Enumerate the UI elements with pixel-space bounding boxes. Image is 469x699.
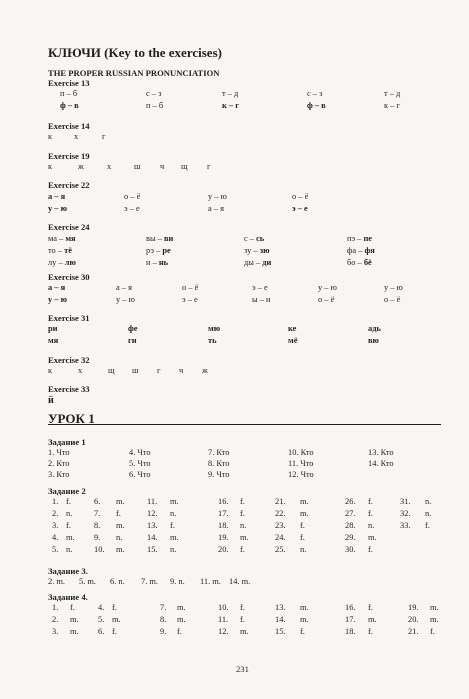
ex31-answer-item: мю xyxy=(208,324,221,333)
ex24-answer-item: рэ – ре xyxy=(146,246,171,255)
z4-answer-item: m. xyxy=(70,627,79,636)
z4-answer-item: 1. xyxy=(52,603,59,612)
z2-answer-item: m. xyxy=(116,497,125,506)
z2-answer-item: m. xyxy=(300,509,309,518)
z4-answer-item: 11. xyxy=(218,615,229,624)
z2-answer-item: 17. xyxy=(218,509,229,518)
ex19-answer-item: ш xyxy=(134,162,141,171)
z2-answer-item: 5. xyxy=(52,545,59,554)
z3-answer-item: 9. n. xyxy=(170,577,185,586)
ex30-answer-item: ы – и xyxy=(252,295,271,304)
z4-answer-item: f. xyxy=(112,627,117,636)
ex31-answer-item: ри xyxy=(48,324,58,333)
z3-answer-item: 2. m. xyxy=(48,577,65,586)
z4-answer-item: f. xyxy=(368,603,373,612)
z4-answer-item: f. xyxy=(368,627,373,636)
exercise-31-heading: Exercise 31 xyxy=(48,313,90,323)
exercise-24-heading: Exercise 24 xyxy=(48,222,90,232)
z4-answer-item: 15. xyxy=(275,627,286,636)
ex13-answer-item: ф – в xyxy=(60,101,79,110)
z4-answer-item: m. xyxy=(368,615,377,624)
z4-answer-item: f. xyxy=(70,603,75,612)
z2-answer-item: f. xyxy=(66,497,71,506)
ex31-answer-item: вю xyxy=(368,336,379,345)
z2-answer-item: 21. xyxy=(275,497,286,506)
ex13-answer-item: с – з xyxy=(146,89,162,98)
z4-answer-item: 18. xyxy=(345,627,356,636)
z2-answer-item: 10. xyxy=(94,545,105,554)
section-divider xyxy=(48,424,441,425)
ex24-answer-item: бо – бё xyxy=(347,258,372,267)
z4-answer-item: 8. xyxy=(160,615,167,624)
ex19-answer-item: к xyxy=(48,162,53,171)
z4-answer-item: m. xyxy=(300,615,309,624)
z4-answer-item: 2. xyxy=(52,615,59,624)
ex32-answer-item: х xyxy=(78,366,83,375)
ex32-answer-item: ш xyxy=(132,366,139,375)
z4-answer-item: 19. xyxy=(408,603,419,612)
ex13-answer-item: п – б xyxy=(146,101,164,110)
z2-answer-item: n. xyxy=(425,509,432,518)
z4-answer-item: f. xyxy=(300,627,305,636)
z2-answer-item: 11. xyxy=(147,497,158,506)
ex22-answer-item: а – я xyxy=(48,192,66,201)
z2-answer-item: f. xyxy=(300,533,305,542)
z1-answer-item: 2. Кто xyxy=(48,459,70,468)
ex22-answer-item: о – ё xyxy=(124,192,141,201)
z2-answer-item: 13. xyxy=(147,521,158,530)
exercise-32-heading: Exercise 32 xyxy=(48,355,90,365)
z4-answer-item: 7. xyxy=(160,603,167,612)
ex30-answer-item: а – я xyxy=(48,283,66,292)
z2-answer-item: 27. xyxy=(345,509,356,518)
z4-answer-item: 13. xyxy=(275,603,286,612)
z2-answer-item: n. xyxy=(240,521,247,530)
z2-answer-item: f. xyxy=(240,509,245,518)
task-3-heading: Задание 3. xyxy=(48,566,88,576)
ex24-answer-item: ды – ди xyxy=(244,258,272,267)
ex19-answer-item: ч xyxy=(160,162,165,171)
z1-answer-item: 11. Что xyxy=(288,459,314,468)
z3-answer-item: 5. m. xyxy=(79,577,96,586)
ex31-answer-item: ке xyxy=(288,324,297,333)
lesson-heading: УРОК 1 xyxy=(48,411,95,426)
z2-answer-item: f. xyxy=(368,545,373,554)
z2-answer-item: n. xyxy=(170,545,177,554)
ex32-answer-item: щ xyxy=(108,366,115,375)
ex31-answer-item: мя xyxy=(48,336,59,345)
z1-answer-item: 14. Кто xyxy=(368,459,394,468)
z2-answer-item: 1. xyxy=(52,497,59,506)
exercise-33-heading: Exercise 33 xyxy=(48,384,90,394)
z4-answer-item: f. xyxy=(240,615,245,624)
ex19-answer-item: г xyxy=(207,162,211,171)
ex24-answer-item: фа – фя xyxy=(347,246,375,255)
z4-answer-item: f. xyxy=(240,603,245,612)
z2-answer-item: 23. xyxy=(275,521,286,530)
ex31-answer-item: ги xyxy=(128,336,137,345)
z4-answer-item: 14. xyxy=(275,615,286,624)
exercise-13-heading: Exercise 13 xyxy=(48,78,90,88)
ex24-answer-item: н – нь xyxy=(146,258,169,267)
z4-answer-item: m. xyxy=(430,603,439,612)
ex32-answer-item: ж xyxy=(202,366,208,375)
ex22-answer-item: у – ю xyxy=(48,204,67,213)
ex19-answer-item: щ xyxy=(181,162,188,171)
z2-answer-item: n. xyxy=(170,509,177,518)
exercise-22-heading: Exercise 22 xyxy=(48,180,90,190)
z2-answer-item: 29. xyxy=(345,533,356,542)
z2-answer-item: f. xyxy=(368,509,373,518)
z2-answer-item: 9. xyxy=(94,533,101,542)
z2-answer-item: 14. xyxy=(147,533,158,542)
z2-answer-item: m. xyxy=(300,497,309,506)
ex22-answer-item: о – ё xyxy=(292,192,309,201)
ex22-answer-item: э – е xyxy=(292,204,308,213)
z2-answer-item: n. xyxy=(66,509,73,518)
task-1-heading: Задание 1 xyxy=(48,437,86,447)
z2-answer-item: 15. xyxy=(147,545,158,554)
z2-answer-item: 30. xyxy=(345,545,356,554)
z4-answer-item: 21. xyxy=(408,627,419,636)
z4-answer-item: m. xyxy=(430,615,439,624)
z2-answer-item: 20. xyxy=(218,545,229,554)
z2-answer-item: 2. xyxy=(52,509,59,518)
ex24-answer-item: зу – зю xyxy=(244,246,270,255)
ex13-answer-item: т – д xyxy=(222,89,239,98)
z1-answer-item: 12. Что xyxy=(288,470,314,479)
z3-answer-item: 14. m. xyxy=(229,577,251,586)
ex19-answer-item: ж xyxy=(78,162,84,171)
z4-answer-item: 10. xyxy=(218,603,229,612)
z2-answer-item: 12. xyxy=(147,509,158,518)
z2-answer-item: m. xyxy=(368,533,377,542)
z3-answer-item: 7. m. xyxy=(141,577,158,586)
z4-answer-item: 5. xyxy=(98,615,105,624)
ex14-answer-item: х xyxy=(74,132,79,141)
z3-answer-item: 11. m. xyxy=(200,577,221,586)
ex24-answer-item: лу – лю xyxy=(48,258,76,267)
ex24-answer-item: вы – ви xyxy=(146,234,174,243)
exercise-14-heading: Exercise 14 xyxy=(48,121,90,131)
z2-answer-item: 4. xyxy=(52,533,59,542)
z2-answer-item: m. xyxy=(116,545,125,554)
z2-answer-item: 18. xyxy=(218,521,229,530)
ex13-answer-item: п – б xyxy=(60,89,78,98)
z1-answer-item: 1. Что xyxy=(48,448,70,457)
z4-answer-item: 16. xyxy=(345,603,356,612)
z2-answer-item: m. xyxy=(240,533,249,542)
page-title: КЛЮЧИ (Key to the exercises) xyxy=(48,45,222,60)
z2-answer-item: f. xyxy=(425,521,430,530)
z2-answer-item: n. xyxy=(368,521,375,530)
z4-answer-item: 3. xyxy=(52,627,59,636)
ex13-answer-item: к – г xyxy=(384,101,400,110)
z1-answer-item: 7. Кто xyxy=(208,448,230,457)
z2-answer-item: 25. xyxy=(275,545,286,554)
z1-answer-item: 3. Кто xyxy=(48,470,70,479)
ex13-answer-item: ф – в xyxy=(307,101,326,110)
z2-answer-item: 7. xyxy=(94,509,101,518)
z4-answer-item: 17. xyxy=(345,615,356,624)
z2-answer-item: 31. xyxy=(400,497,411,506)
ex30-answer-item: э – е xyxy=(182,295,198,304)
ex24-answer-item: ма – мя xyxy=(48,234,76,243)
z2-answer-item: m. xyxy=(170,497,179,506)
ex13-answer-item: т – д xyxy=(384,89,401,98)
z2-answer-item: n. xyxy=(116,533,123,542)
z2-answer-item: n. xyxy=(425,497,432,506)
exercise-30-heading: Exercise 30 xyxy=(48,272,90,282)
ex30-answer-item: о – ё xyxy=(318,295,335,304)
ex24-answer-item: то – тё xyxy=(48,246,72,255)
z2-answer-item: 16. xyxy=(218,497,229,506)
z1-answer-item: 13. Кто xyxy=(368,448,394,457)
ex22-answer-item: а – я xyxy=(208,204,224,213)
z2-answer-item: 19. xyxy=(218,533,229,542)
z1-answer-item: 6. Что xyxy=(129,470,151,479)
z4-answer-item: 20. xyxy=(408,615,419,624)
ex24-answer-item: пэ – пе xyxy=(347,234,372,243)
ex14-answer-item: г xyxy=(102,132,106,141)
ex14-answer-item: к xyxy=(48,132,53,141)
z4-answer-item: m. xyxy=(300,603,309,612)
ex30-answer-item: у – ю xyxy=(48,295,67,304)
z1-answer-item: 4. Что xyxy=(129,448,151,457)
ex30-answer-item: у – ю xyxy=(116,295,135,304)
z4-answer-item: m. xyxy=(177,603,186,612)
ex30-answer-item: о – ё xyxy=(182,283,199,292)
z2-answer-item: 6. xyxy=(94,497,101,506)
z2-answer-item: 22. xyxy=(275,509,286,518)
ex22-answer-item: э – е xyxy=(124,204,140,213)
z2-answer-item: n. xyxy=(66,545,73,554)
ex24-answer-item: с – сь xyxy=(244,234,265,243)
z3-answer-item: 6. n. xyxy=(110,577,125,586)
z2-answer-item: n. xyxy=(300,545,307,554)
z2-answer-item: 24. xyxy=(275,533,286,542)
ex22-answer-item: у – ю xyxy=(208,192,227,201)
z2-answer-item: f. xyxy=(240,545,245,554)
z2-answer-item: f. xyxy=(240,497,245,506)
z2-answer-item: m. xyxy=(66,533,75,542)
ex31-answer-item: адь xyxy=(368,324,381,333)
z1-answer-item: 9. Что xyxy=(208,470,230,479)
ex31-answer-item: мё xyxy=(288,336,298,345)
section-heading: THE PROPER RUSSIAN PRONUNCIATION xyxy=(48,68,220,78)
ex19-answer-item: х xyxy=(107,162,112,171)
ex13-answer-item: к – г xyxy=(222,101,240,110)
z2-answer-item: 26. xyxy=(345,497,356,506)
ex31-answer-item: фе xyxy=(128,324,138,333)
z2-answer-item: f. xyxy=(300,521,305,530)
z2-answer-item: f. xyxy=(170,521,175,530)
z2-answer-item: 8. xyxy=(94,521,101,530)
z4-answer-item: m. xyxy=(112,615,121,624)
z2-answer-item: m. xyxy=(170,533,179,542)
z1-answer-item: 5. Что xyxy=(129,459,151,468)
z4-answer-item: 12. xyxy=(218,627,229,636)
z4-answer-item: f. xyxy=(112,603,117,612)
z4-answer-item: m. xyxy=(70,615,79,624)
ex31-answer-item: ть xyxy=(208,336,217,345)
ex30-answer-item: а – я xyxy=(116,283,132,292)
task-2-heading: Задание 2 xyxy=(48,486,86,496)
task-4-heading: Задание 4. xyxy=(48,592,88,602)
z4-answer-item: 4. xyxy=(98,603,105,612)
z2-answer-item: m. xyxy=(116,521,125,530)
z4-answer-item: f. xyxy=(177,627,182,636)
z4-answer-item: m. xyxy=(240,627,249,636)
ex32-answer-item: ч xyxy=(179,366,184,375)
z2-answer-item: 32. xyxy=(400,509,411,518)
z4-answer-item: f. xyxy=(430,627,435,636)
z4-answer-item: 9. xyxy=(160,627,167,636)
z2-answer-item: 33. xyxy=(400,521,411,530)
ex30-answer-item: э – е xyxy=(252,283,268,292)
ex13-answer-item: с – з xyxy=(307,89,323,98)
page-number: 231 xyxy=(236,664,249,674)
z2-answer-item: f. xyxy=(368,497,373,506)
ex30-answer-item: о – ё xyxy=(384,295,401,304)
ex30-answer-item: у – ю xyxy=(318,283,337,292)
ex30-answer-item: у – ю xyxy=(384,283,403,292)
exercise-33-answer: й xyxy=(48,395,54,406)
z2-answer-item: f. xyxy=(66,521,71,530)
ex32-answer-item: к xyxy=(48,366,53,375)
z2-answer-item: 28. xyxy=(345,521,356,530)
exercise-19-heading: Exercise 19 xyxy=(48,151,90,161)
z2-answer-item: f. xyxy=(116,509,121,518)
ex32-answer-item: г xyxy=(157,366,161,375)
z1-answer-item: 10. Кто xyxy=(288,448,314,457)
z1-answer-item: 8. Кто xyxy=(208,459,230,468)
z4-answer-item: 6. xyxy=(98,627,105,636)
z4-answer-item: m. xyxy=(177,615,186,624)
z2-answer-item: 3. xyxy=(52,521,59,530)
